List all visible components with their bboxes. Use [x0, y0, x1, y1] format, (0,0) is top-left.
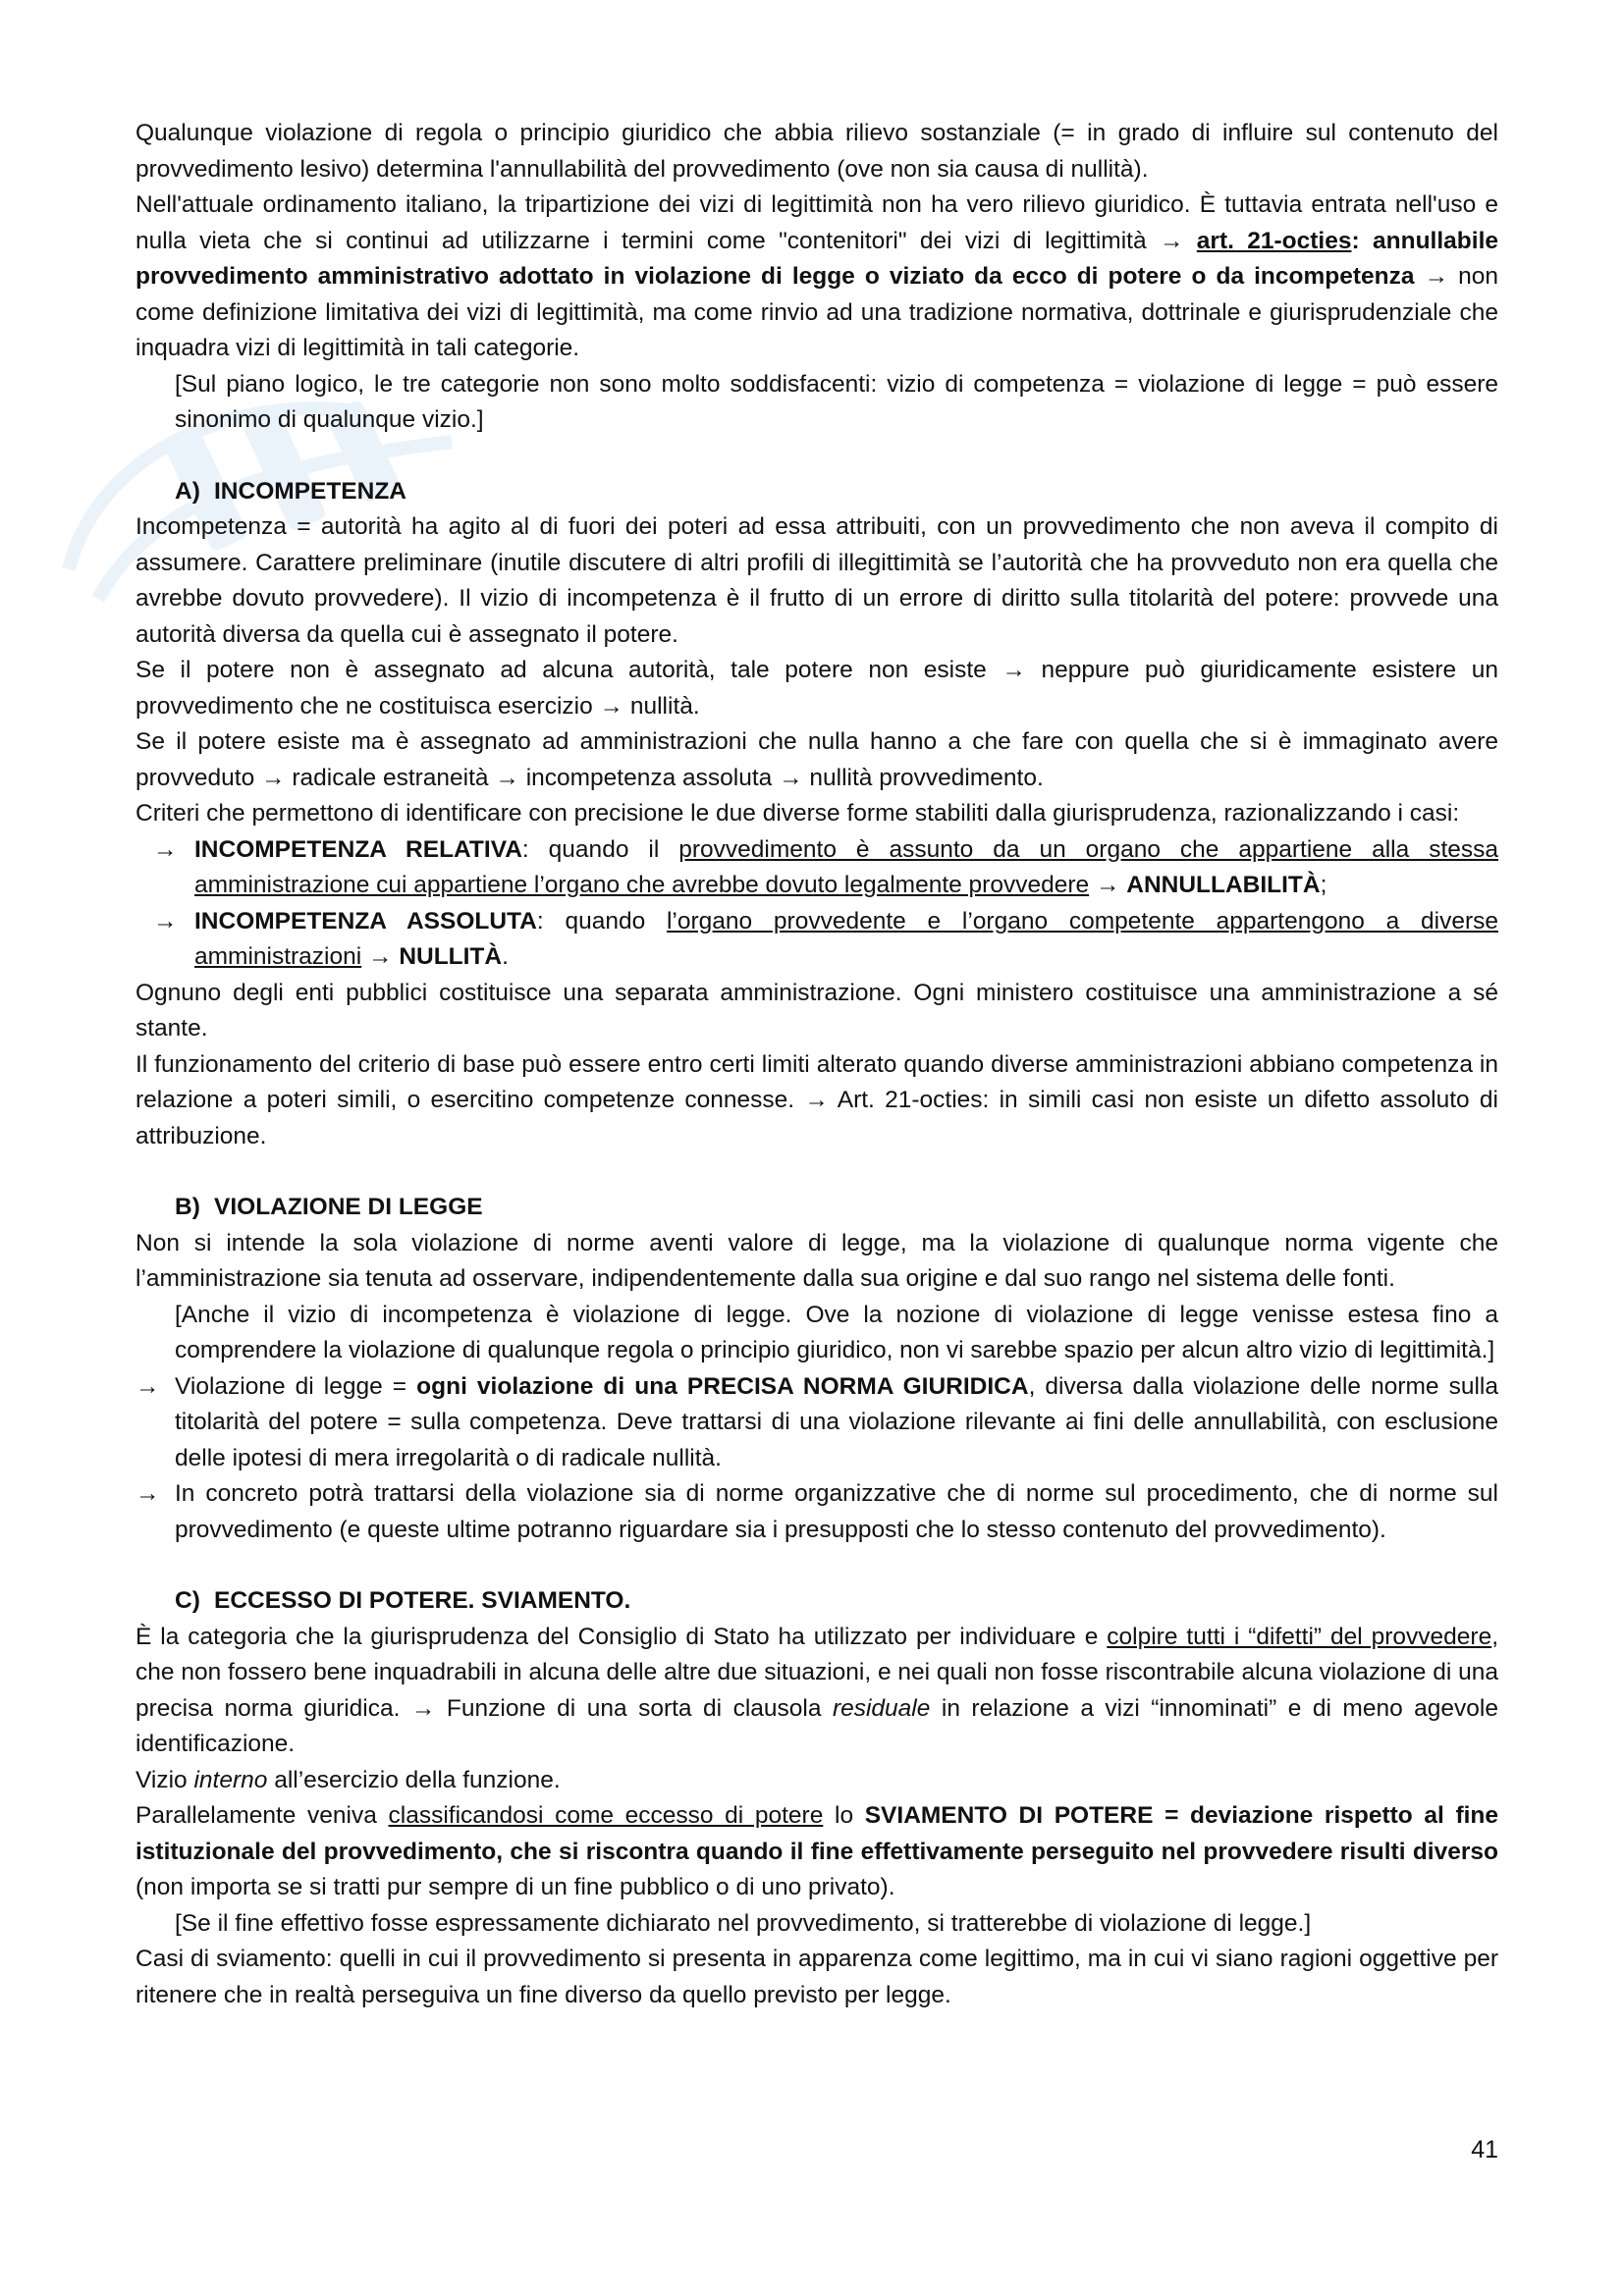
- list-term: INCOMPETENZA RELATIVA: [194, 835, 522, 863]
- list-item: [135, 904, 1498, 976]
- arrow-icon: →: [779, 764, 803, 791]
- text: nullità provvedimento.: [809, 764, 1044, 791]
- bold-definition: annullabile provvedimento amministrativo adottato in violazione di legge o viziato da ecco di potere o da incompetenza: [135, 227, 1498, 290]
- bracket-note: [Sul piano logico, le tre categorie non sono molto soddisfacenti: vizio di competenza = violazione di legge = può essere sinonimo di qualunque vizio.]: [175, 370, 1498, 433]
- section-a-paragraph: [135, 1047, 1498, 1155]
- section-b-paragraph: Non si intende la sola violazione di norme aventi valore di legge, ma la violazione di qualunque norma vigente che l’amministrazione sia tenuta ad osservare, indipendentemente dalla sua origine e dal suo rango nel sistema delle fonti.: [135, 1229, 1498, 1292]
- section-c-paragraph: [135, 1763, 1498, 1799]
- bracket-note: [Se il fine effettivo fosse espressamente dichiarato nel provvedimento, si tratterebbe di violazione di legge.]: [175, 1909, 1312, 1937]
- text: Parallelamente veniva: [135, 1802, 377, 1829]
- section-c-paragraph: [135, 1798, 1498, 1906]
- section-a-paragraph: Ognuno degli enti pubblici costituisce una separata amministrazione. Ogni ministero costituisce una amministrazione a sé stante.: [135, 979, 1498, 1041]
- text: , diversa dalla violazione delle norme sulla titolarità del potere = sulla competenza. Deve trattarsi di una violazione rilevante ai fini delle annullabilità, con esclusione delle ipotesi di mera irregolarità o di radicale nullità.: [175, 1372, 1498, 1471]
- intro-paragraph-1: [135, 116, 1498, 187]
- arrow-icon: →: [1001, 657, 1026, 683]
- arrow-bullet-icon: →: [135, 1372, 160, 1400]
- arrow-icon: →: [368, 943, 393, 970]
- section-title: VIOLAZIONE DI LEGGE: [214, 1194, 483, 1220]
- text: in relazione a vizi “innominati” e di meno agevole identificazione.: [135, 1694, 1498, 1757]
- text: nullità.: [629, 692, 700, 720]
- page-number: 41: [1471, 2136, 1498, 2163]
- list-item: [135, 1369, 1498, 1477]
- intro-text: non come definizione limitativa dei vizi di legittimità, ma come rinvio ad una tradizione normativa, dottrinale e giurisprudenziale che inquadra vizi di legittimità in tali categorie.: [135, 263, 1499, 361]
- arrow-bullet-icon: →: [153, 835, 178, 863]
- text: : quando il: [521, 835, 660, 863]
- text: Il funzionamento del criterio di base può essere entro certi limiti alterato quando diverse amministrazioni abbiano competenza in relazione a poteri simili, o esercitino competenze connesse.: [135, 1050, 1498, 1113]
- section-heading-b: [135, 1190, 1498, 1226]
- article-reference: art. 21-octies: [1196, 227, 1352, 254]
- text: ;: [1320, 872, 1327, 898]
- arrow-icon: →: [495, 764, 519, 791]
- text: Violazione di legge =: [175, 1372, 407, 1400]
- underlined-text: provvedimento è assunto da un organo che appartiene alla stessa amministrazione cui appartiene l’organo che avrebbe dovuto legalmente provvedere: [194, 835, 1499, 898]
- section-number: C): [175, 1587, 200, 1614]
- arrow-icon: →: [1424, 263, 1449, 290]
- section-heading-c: [135, 1583, 1498, 1620]
- section-c-paragraph: Casi di sviamento: quelli in cui il provvedimento si presenta in apparenza come legittimo, ma in cui vi siano ragioni oggettive per ritenere che in realtà perseguiva un fine diverso da quello previsto per legge.: [135, 1946, 1498, 2008]
- arrow-icon: →: [1095, 872, 1120, 898]
- arrow-bullet-icon: →: [135, 1480, 160, 1507]
- list-item: [135, 832, 1498, 904]
- text: , che non fossero bene inquadrabili in alcuna delle altre due situazioni, e nei quali non fosse riscontrabile alcuna violazione di una precisa norma giuridica.: [135, 1623, 1499, 1722]
- text: È la categoria che la giurisprudenza del Consiglio di Stato ha utilizzato per individuare e: [135, 1623, 1099, 1650]
- intro-text: Nell'attuale ordinamento italiano, la tripartizione dei vizi di legittimità non ha vero rilievo giuridico. È tuttavia entrata nell'uso e nulla vieta che si continui ad utilizzarne i termini come "contenitori" dei vizi di legittimità: [135, 191, 1498, 254]
- section-a-paragraph: Incompetenza = autorità ha agito al di fuori dei poteri ad essa attribuiti, con un provvedimento che non aveva il compito di assumere. Carattere preliminare (inutile discutere di altri profili di illegittimità se l’autorità che ha provveduto non era quella che avrebbe dovuto provvedere). Il vizio di incompetenza è il frutto di un errore di diritto sulla titolarità del potere: provvede una autorità diversa da quella cui è assegnato il potere.: [135, 513, 1498, 648]
- italic-text: residuale: [832, 1694, 931, 1722]
- text: all’esercizio della funzione.: [274, 1766, 561, 1793]
- list-item: [135, 1476, 1498, 1548]
- underlined-text: classificandosi come eccesso di potere: [388, 1802, 824, 1829]
- arrow-icon: →: [410, 1694, 436, 1722]
- document-body: [135, 116, 1498, 2013]
- text: Se il potere esiste ma è assegnato ad amministrazioni che nulla hanno a che fare con quella che si è immaginato avere provveduto: [135, 728, 1498, 791]
- text: Funzione di una sorta di clausola: [446, 1694, 822, 1722]
- list-result: NULLITÀ: [399, 943, 503, 970]
- arrow-icon: →: [1159, 227, 1184, 254]
- section-title: INCOMPETENZA: [214, 477, 406, 505]
- arrow-bullet-icon: →: [153, 907, 178, 934]
- section-a-paragraph: Criteri che permettono di identificare con precisione le due diverse forme stabiliti dalla giurisprudenza, razionalizzando i casi:: [135, 800, 1460, 827]
- section-title: ECCESSO DI POTERE. SVIAMENTO.: [214, 1587, 631, 1614]
- underlined-text: colpire tutti i “difetti” del provvedere: [1107, 1623, 1492, 1650]
- arrow-icon: →: [261, 764, 286, 791]
- text: Se il potere non è assegnato ad alcuna autorità, tale potere non esiste: [135, 657, 987, 683]
- list-term: INCOMPETENZA ASSOLUTA: [194, 907, 537, 934]
- text: =: [1164, 1802, 1179, 1829]
- text: (non importa se si tratti pur sempre di un fine pubblico o di uno privato).: [135, 1874, 895, 1900]
- section-heading-a: [135, 474, 1498, 510]
- text: : quando: [536, 907, 646, 934]
- section-a-paragraph: [135, 724, 1498, 796]
- text: radicale estraneità: [292, 764, 489, 791]
- section-number: A): [175, 477, 200, 505]
- text: lo: [835, 1802, 854, 1829]
- text: Vizio: [135, 1766, 188, 1793]
- bold-text: SVIAMENTO DI POTERE: [864, 1802, 1154, 1829]
- list-result: ANNULLABILITÀ: [1126, 872, 1321, 898]
- bold-text: deviazione rispetto al fine istituzionale del provvedimento, che si riscontra quando il fine effettivamente perseguito nel provvedere risulti diverso: [135, 1802, 1499, 1865]
- colon: :: [1351, 227, 1360, 254]
- arrow-icon: →: [804, 1087, 829, 1113]
- text: incompetenza assoluta: [525, 764, 773, 791]
- section-number: B): [175, 1194, 200, 1220]
- text: neppure può giuridicamente esistere un provvedimento che ne costituisca esercizio: [135, 657, 1499, 720]
- text: Art. 21-octies: in simili casi non esiste un difetto assoluto di attribuzione.: [135, 1087, 1498, 1149]
- text: In concreto potrà trattarsi della violazione sia di norme organizzative che di norme sul procedimento, che di norme sul provvedimento (e queste ultime potranno riguardare sia i presupposti che lo stesso contenuto del provvedimento).: [175, 1480, 1498, 1543]
- bracket-note: [Anche il vizio di incompetenza è violazione di legge. Ove la nozione di violazione di legge venisse estesa fino a comprendere la violazione di qualunque regola o principio giuridico, non vi sarebbe spazio per alcun altro vizio di legittimità.]: [175, 1301, 1498, 1363]
- text: .: [502, 943, 509, 970]
- italic-text: interno: [193, 1766, 268, 1793]
- arrow-icon: →: [599, 692, 624, 720]
- intro-text: Qualunque violazione di regola o principio giuridico che abbia rilievo sostanziale (= in grado di influire sul contenuto del provvedimento lesivo) determina l'annullabilità del provvedimento (ove non sia causa di nullità).: [135, 120, 1498, 183]
- section-a-paragraph: [135, 653, 1498, 724]
- bold-text: ogni violazione di una PRECISA NORMA GIURIDICA: [416, 1372, 1029, 1400]
- underlined-text: l’organo provvedente e l’organo competente appartengono a diverse amministrazioni: [194, 907, 1498, 970]
- section-c-paragraph: [135, 1620, 1498, 1763]
- intro-paragraph-2: [135, 187, 1498, 367]
